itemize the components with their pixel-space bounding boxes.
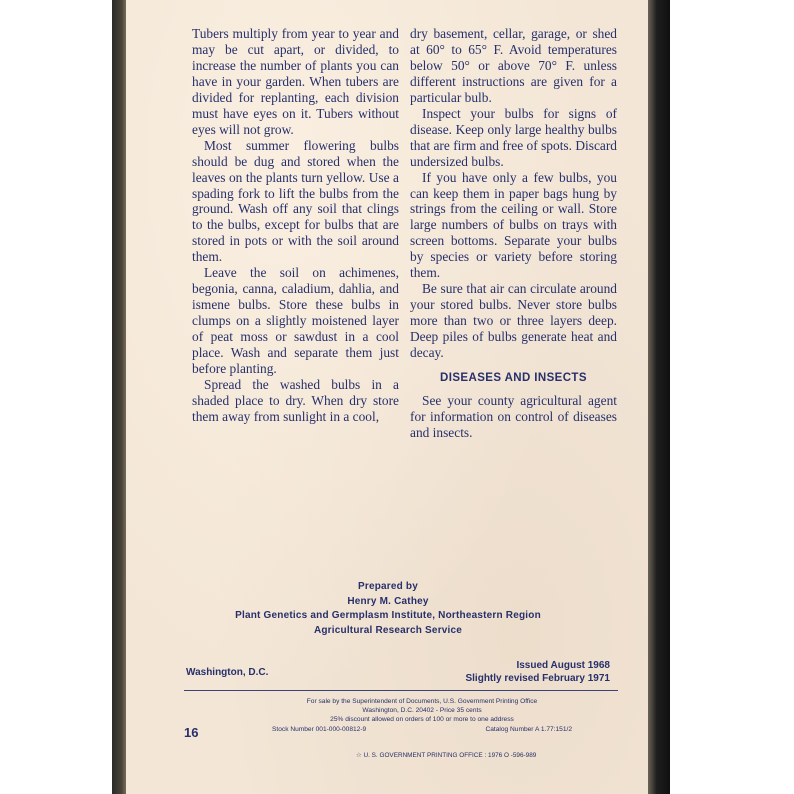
printing-office-line: ☆ U. S. GOVERNMENT PRINTING OFFICE : 1976 O -596-989 (356, 752, 537, 759)
author-name: Henry M. Cathey (347, 595, 429, 607)
section-heading: DISEASES AND INSECTS (440, 372, 587, 385)
stock-number: Stock Number 001-000-00812-9 (272, 725, 367, 733)
divider (184, 690, 618, 691)
paragraph: Tubers multiply from year to year and may be cut apart, or divided, to increase the number of plants you can have in your garden. When tubers are divided for replanting, each division must have eyes on it. Tubers without eyes will not grow. (192, 26, 399, 137)
service-name: Agricultural Research Service (313, 624, 463, 636)
sale-numbers (272, 725, 572, 734)
paragraph: Be sure that air can circulate around your stored bulbs. Never store bulbs more than two or three layers deep. Deep piles of bulbs generate heat and decay. (410, 281, 617, 361)
sale-line: 25% discount allowed on orders of 100 or more to one address (330, 716, 514, 724)
sale-line: Washington, D.C. 20402 - Price 35 cents (362, 707, 482, 715)
paragraph: Most summer flowering bulbs should be dug and stored when the leaves on the plants turn yellow. Use a spading fork to lift the bulbs from the ground. Wash off any soil that clings to the bulbs, except for bulbs that are stored in pots or with the soil around them. (192, 137, 399, 265)
paragraph: dry basement, cellar, garage, or shed at 60° to 65° F. Avoid temperatures below 50° or above 70° F. unless different instructions are given for a particular bulb. (410, 26, 617, 105)
issue-dates (465, 659, 610, 685)
paragraph: Spread the washed bulbs in a shaded place to dry. When dry store them away from sunlight in a cool, (192, 376, 399, 424)
paragraph: If you have only a few bulbs, you can keep them in paper bags hung by strings from the ceiling or wall. Store large numbers of bulbs on trays with screen bottoms. Separate your bulbs by species or variety before storing them. (410, 169, 617, 281)
document-page (126, 0, 650, 794)
credits-block (126, 580, 650, 638)
sale-notice (222, 697, 622, 734)
paragraph: Inspect your bulbs for signs of disease. Keep only large healthy bulbs that are firm and free of spots. Discard undersized bulbs. (410, 105, 617, 169)
paragraph: See your county agricultural agent for information on control of diseases and insects. (410, 392, 617, 440)
issued-date: Issued August 1968 (516, 660, 610, 671)
publication-city: Washington, D.C. (186, 667, 269, 678)
paragraph: Leave the soil on achimenes, begonia, canna, caladium, dahlia, and ismene bulbs. Store these bulbs in clumps on a slightly moistened layer of peat moss or sawdust in a cool place. Wash and separate them just before planting. (192, 265, 399, 377)
revised-date: Slightly revised February 1971 (465, 673, 610, 684)
institute-name: Plant Genetics and Germplasm Institute, Northeastern Region (235, 610, 541, 621)
catalog-number: Catalog Number A 1.77:151/2 (485, 725, 572, 733)
scan-edge-right (648, 0, 670, 794)
page-number: 16 (184, 725, 199, 740)
credits-line: Prepared by (357, 581, 418, 592)
right-column (410, 26, 617, 441)
left-column (192, 26, 399, 425)
sale-line: For sale by the Superintendent of Documents, U.S. Government Printing Office (306, 698, 538, 705)
